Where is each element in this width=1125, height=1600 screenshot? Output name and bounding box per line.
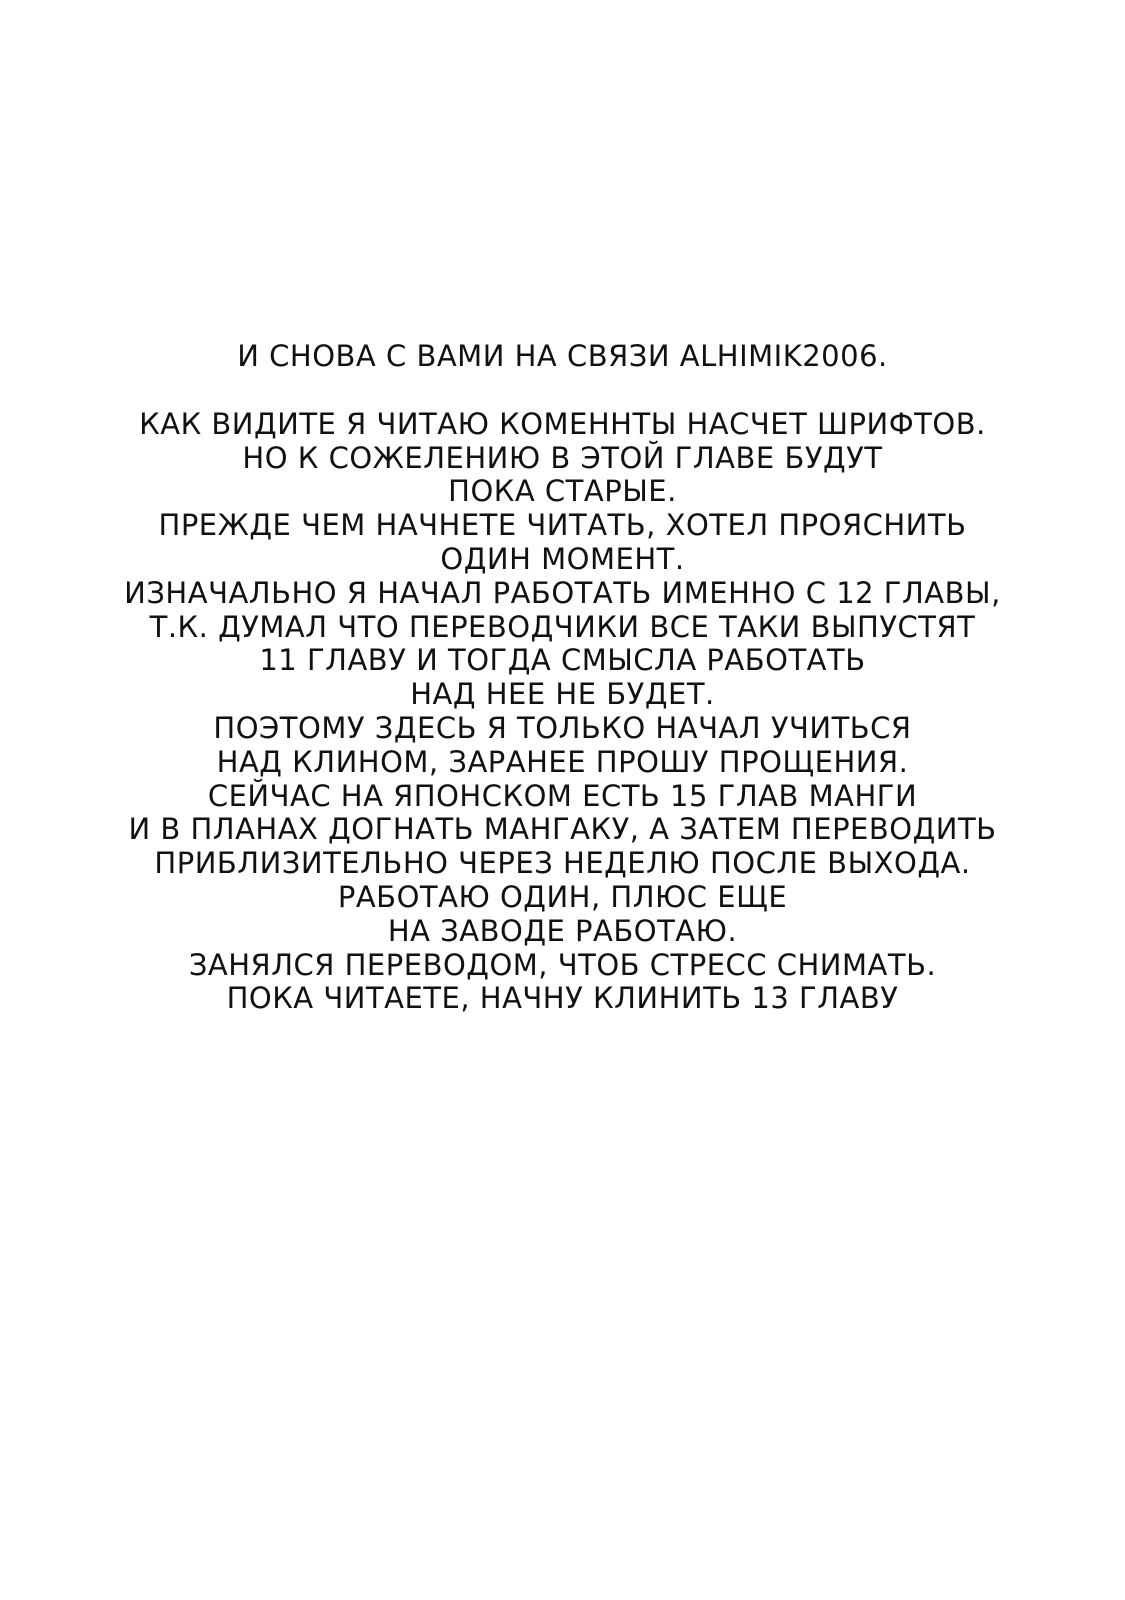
note-line: И В ПЛАНАХ ДОГНАТЬ МАНГАКУ, А ЗАТЕМ ПЕРЕВОДИТЬ <box>128 812 997 847</box>
note-line: ПОКА СТАРЫЕ. <box>448 474 677 509</box>
note-line: ПРИБЛИЗИТЕЛЬНО ЧЕРЕЗ НЕДЕЛЮ ПОСЛЕ ВЫХОДА. <box>154 846 971 881</box>
paragraph-gap <box>40 374 1085 408</box>
note-line: СЕЙЧАС НА ЯПОНСКОМ ЕСТЬ 15 ГЛАВ МАНГИ <box>207 778 918 813</box>
note-line: ЗАНЯЛСЯ ПЕРЕВОДОМ, ЧТОБ СТРЕСС СНИМАТЬ. <box>188 947 937 982</box>
note-line: НАД НЕЕ НЕ БУДЕТ. <box>410 677 715 712</box>
note-line: КАК ВИДИТЕ Я ЧИТАЮ КОМЕННТЫ НАСЧЕТ ШРИФТОВ. <box>139 406 986 441</box>
greeting-line: И СНОВА С ВАМИ НА СВЯЗИ ALHIMIK2006. <box>237 339 888 373</box>
note-line: НА ЗАВОДЕ РАБОТАЮ. <box>387 913 738 948</box>
note-line: ИЗНАЧАЛЬНО Я НАЧАЛ РАБОТАТЬ ИМЕННО С 12 ГЛАВЫ, <box>124 575 1001 610</box>
note-line: Т.К. ДУМАЛ ЧТО ПЕРЕВОДЧИКИ ВСЕ ТАКИ ВЫПУСТЯТ <box>149 609 976 644</box>
note-line: НАД КЛИНОМ, ЗАРАНЕЕ ПРОШУ ПРОЩЕНИЯ. <box>216 744 909 779</box>
note-line: ПОЭТОМУ ЗДЕСЬ Я ТОЛЬКО НАЧАЛ УЧИТЬСЯ <box>213 710 912 745</box>
note-line: РАБОТАЮ ОДИН, ПЛЮС ЕЩЕ <box>337 879 788 914</box>
note-line: ПРЕЖДЕ ЧЕМ НАЧНЕТЕ ЧИТАТЬ, ХОТЕЛ ПРОЯСНИТЬ <box>158 508 967 543</box>
note-line: НО К СОЖЕЛЕНИЮ В ЭТОЙ ГЛАВЕ БУДУТ <box>242 440 883 475</box>
note-line: 11 ГЛАВУ И ТОГДА СМЫСЛА РАБОТАТЬ <box>259 643 866 678</box>
note-line: ОДИН МОМЕНТ. <box>440 541 685 576</box>
translator-note <box>40 340 1085 1016</box>
note-line: ПОКА ЧИТАЕТЕ, НАЧНУ КЛИНИТЬ 13 ГЛАВУ <box>226 981 899 1016</box>
